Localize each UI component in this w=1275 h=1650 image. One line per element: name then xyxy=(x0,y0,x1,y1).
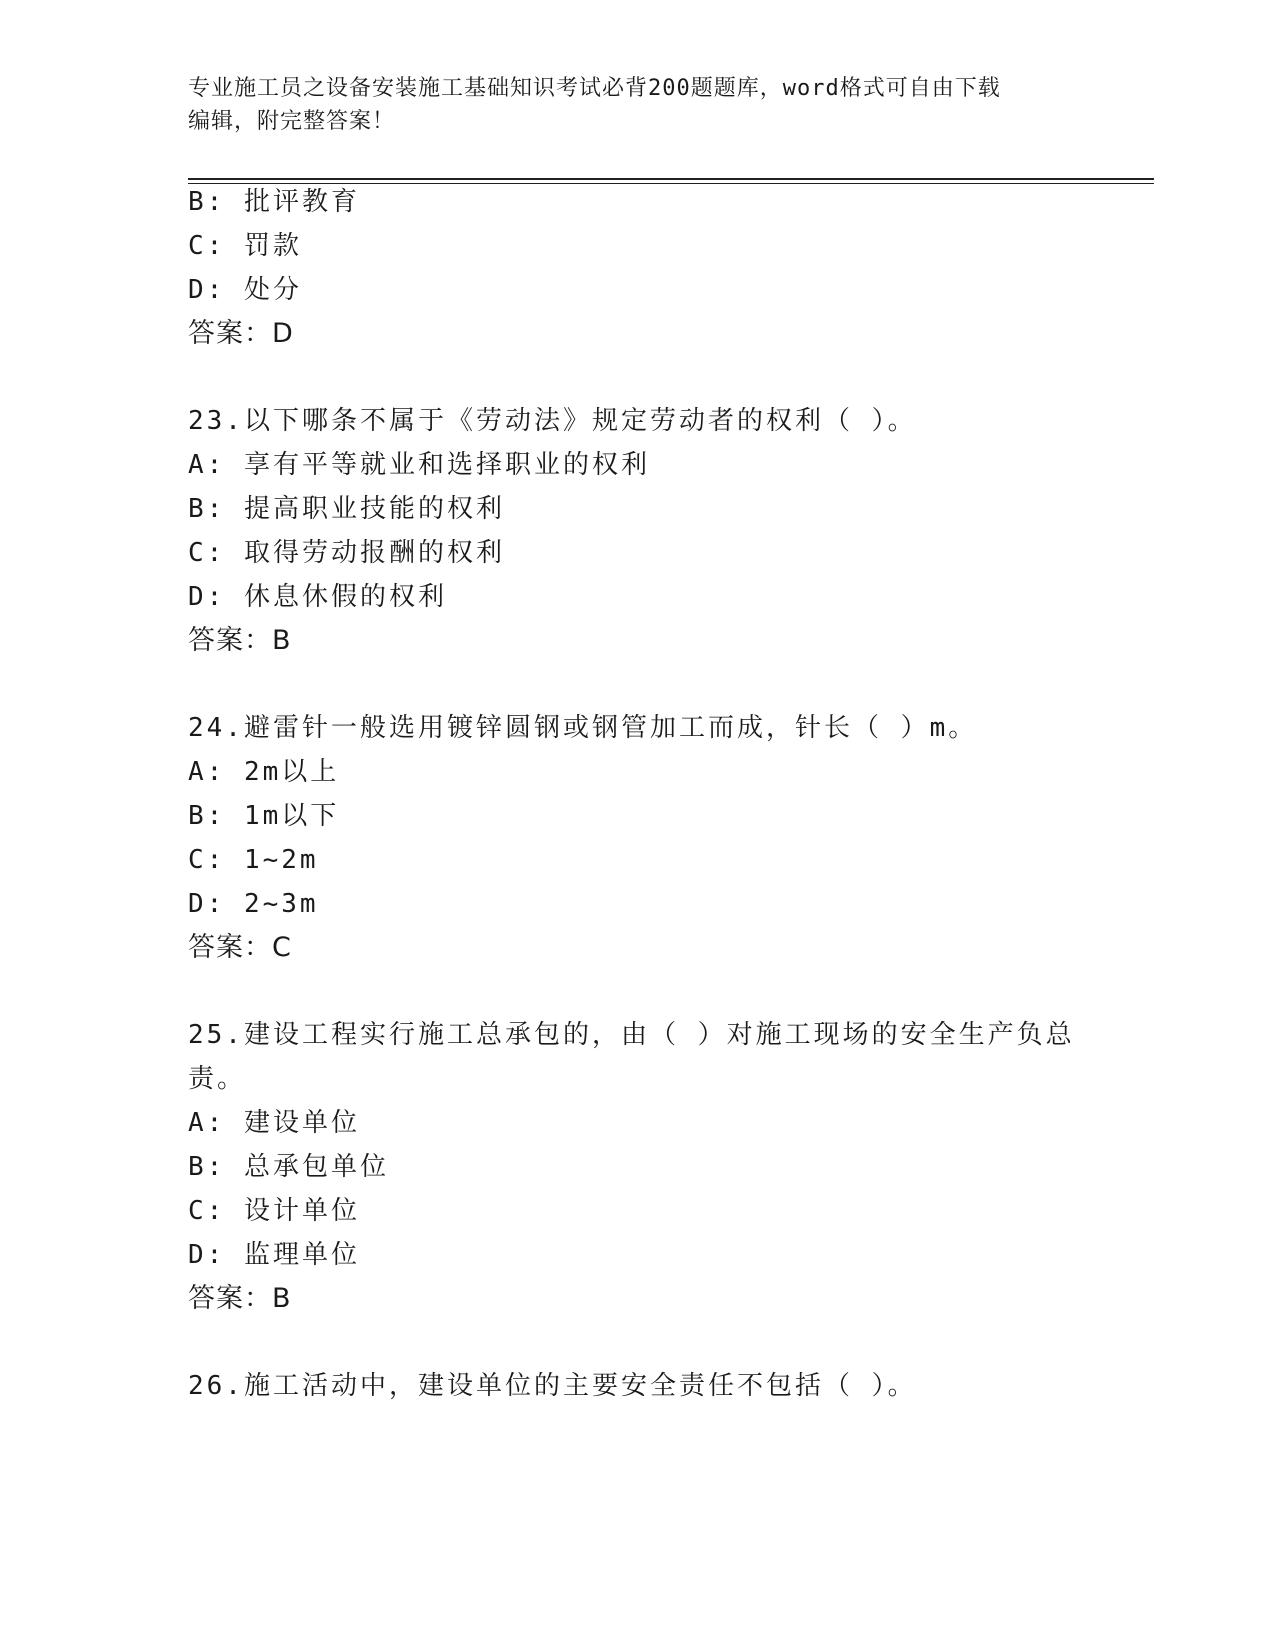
q22-option-b: B: 批评教育 xyxy=(188,187,360,217)
q24-answer: 答案：C xyxy=(188,932,292,963)
q26-question: 26.施工活动中，建设单位的主要安全责任不包括（ ）。 xyxy=(188,1371,917,1401)
q25-option-a: A: 建设单位 xyxy=(188,1108,360,1138)
q24-question: 24.避雷针一般选用镀锌圆钢或钢管加工而成，针长（ ）m。 xyxy=(188,713,978,743)
header-divider-thick xyxy=(188,178,1154,180)
header-title-line-2: 编辑，附完整答案！ xyxy=(188,109,396,134)
q25-option-c: C: 设计单位 xyxy=(188,1196,360,1226)
q24-option-a: A: 2m以上 xyxy=(188,757,340,787)
q23-option-c: C: 取得劳动报酬的权利 xyxy=(188,538,505,568)
q24-option-c: C: 1~2m xyxy=(188,845,319,875)
header-divider-thin xyxy=(188,183,1154,184)
q25-question-line-2: 责。 xyxy=(188,1064,247,1094)
q23-option-a: A: 享有平等就业和选择职业的权利 xyxy=(188,450,650,480)
q24-option-b: B: 1m以下 xyxy=(188,801,340,831)
document-header xyxy=(188,72,1068,138)
q25-answer: 答案：B xyxy=(188,1283,292,1314)
q23-option-b: B: 提高职业技能的权利 xyxy=(188,494,505,524)
q24-option-d: D: 2~3m xyxy=(188,889,319,919)
q23-answer: 答案：B xyxy=(188,625,292,656)
q23-question: 23.以下哪条不属于《劳动法》规定劳动者的权利（ ）。 xyxy=(188,406,917,436)
q25-option-d: D: 监理单位 xyxy=(188,1240,360,1270)
q22-option-c: C: 罚款 xyxy=(188,231,302,261)
q23-option-d: D: 休息休假的权利 xyxy=(188,582,447,612)
q25-question-line-1: 25.建设工程实行施工总承包的，由（ ）对施工现场的安全生产负总 xyxy=(188,1020,1075,1050)
header-title-line-1: 专业施工员之设备安装施工基础知识考试必背200题题库，word格式可自由下载 xyxy=(188,76,1001,101)
q25-option-b: B: 总承包单位 xyxy=(188,1152,389,1182)
q22-option-d: D: 处分 xyxy=(188,275,302,305)
q22-answer: 答案：D xyxy=(188,318,294,349)
